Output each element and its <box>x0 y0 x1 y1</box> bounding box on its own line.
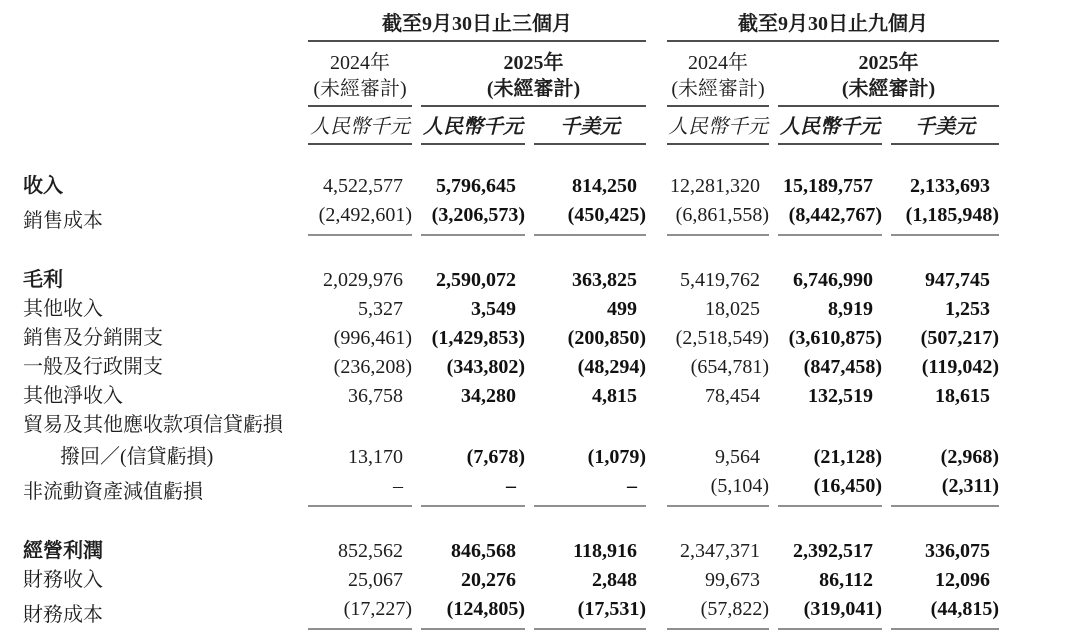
amount-cell: 2,347,371 <box>680 540 760 562</box>
unit-header-row <box>23 107 999 145</box>
year-label: 2024年 <box>688 52 748 74</box>
year-header-2025-3m <box>421 42 646 107</box>
amount-cell: (7,678) <box>466 446 525 468</box>
amount-cell: (654,781) <box>690 356 769 378</box>
label-spacer <box>23 12 299 42</box>
row-label: 其他淨收入 <box>23 385 123 407</box>
amount-cell: 6,746,990 <box>793 269 873 291</box>
amount-cell: 20,276 <box>461 569 516 591</box>
amount-cell: (450,425) <box>534 201 646 236</box>
amount-cell: 499 <box>607 298 637 320</box>
unit-header: 人民幣千元 <box>308 107 412 145</box>
amount-cell: 5,419,762 <box>680 269 760 291</box>
table-row-general-admin-expenses <box>23 353 999 382</box>
amount-cell: (319,041) <box>778 595 882 630</box>
amount-cell: 2,029,976 <box>323 269 403 291</box>
period-header-row <box>23 12 999 42</box>
amount-cell: (2,968) <box>940 446 999 468</box>
amount-cell: – <box>308 472 412 507</box>
table-row-impairment-noncurrent-assets <box>23 472 999 507</box>
unaudited-label: (未經審計) <box>313 78 407 100</box>
row-label: 收入 <box>23 175 63 197</box>
unaudited-label: (未經審計) <box>841 78 936 100</box>
amount-cell: 15,189,757 <box>783 175 873 197</box>
amount-cell: 12,096 <box>935 569 990 591</box>
amount-cell: (3,206,573) <box>421 201 525 236</box>
year-header-2025-9m <box>778 42 999 107</box>
amount-cell: 336,075 <box>925 540 990 562</box>
unit-header: 千美元 <box>534 107 646 145</box>
row-label: 非流動資產減值虧損 <box>23 481 203 503</box>
amount-cell: (1,429,853) <box>431 327 525 349</box>
amount-cell: 13,170 <box>348 446 403 468</box>
table-row-selling-distribution-expenses <box>23 324 999 353</box>
row-label: 銷售成本 <box>23 210 103 232</box>
row-label: 一般及行政開支 <box>23 356 163 378</box>
amount-cell: (200,850) <box>567 327 646 349</box>
amount-cell: 78,454 <box>705 385 760 407</box>
amount-cell: (48,294) <box>577 356 646 378</box>
table-row-gross-profit <box>23 236 999 295</box>
amount-cell: 12,281,320 <box>670 175 760 197</box>
table-row-credit-loss-label <box>23 411 999 440</box>
year-header-2024-9m <box>667 42 769 107</box>
year-header-2024-3m <box>308 42 412 107</box>
amount-cell: 4,522,577 <box>323 175 403 197</box>
amount-cell: 363,825 <box>572 269 637 291</box>
amount-cell: 8,919 <box>828 298 873 320</box>
amount-cell: (17,227) <box>308 595 412 630</box>
amount-cell: (996,461) <box>333 327 412 349</box>
amount-cell: 99,673 <box>705 569 760 591</box>
amount-cell: 3,549 <box>471 298 516 320</box>
amount-cell: (2,311) <box>891 472 999 507</box>
amount-cell: (343,802) <box>446 356 525 378</box>
unaudited-label: (未經審計) <box>486 78 581 100</box>
row-label: 銷售及分銷開支 <box>23 327 163 349</box>
year-label: 2025年 <box>858 52 919 74</box>
year-label: 2025年 <box>503 52 564 74</box>
amount-cell: 132,519 <box>808 385 873 407</box>
amount-cell: 36,758 <box>348 385 403 407</box>
amount-cell: 947,745 <box>925 269 990 291</box>
row-label: 財務收入 <box>23 569 103 591</box>
amount-cell: (2,518,549) <box>675 327 769 349</box>
amount-cell: – <box>421 472 525 507</box>
amount-cell: (1,185,948) <box>891 201 999 236</box>
row-label: 其他收入 <box>23 298 103 320</box>
table-row-credit-loss-reversal <box>23 440 999 472</box>
amount-cell: 2,133,693 <box>910 175 990 197</box>
year-label: 2024年 <box>330 52 390 74</box>
unit-header: 人民幣千元 <box>667 107 769 145</box>
amount-cell: 4,815 <box>592 385 637 407</box>
period-header-3m: 截至9月30日止三個月 <box>308 12 646 42</box>
amount-cell: 34,280 <box>461 385 516 407</box>
amount-cell: (124,805) <box>421 595 525 630</box>
period-header-9m: 截至9月30日止九個月 <box>667 12 999 42</box>
amount-cell: (3,610,875) <box>788 327 882 349</box>
unit-header: 千美元 <box>891 107 999 145</box>
amount-cell: 5,327 <box>358 298 403 320</box>
amount-cell: – <box>534 472 646 507</box>
row-label: 經營利潤 <box>23 540 103 562</box>
amount-cell: (44,815) <box>891 595 999 630</box>
amount-cell: (5,104) <box>667 472 769 507</box>
amount-cell: 2,590,072 <box>436 269 516 291</box>
amount-cell: 2,848 <box>592 569 637 591</box>
amount-cell: 2,392,517 <box>793 540 873 562</box>
amount-cell: 852,562 <box>338 540 403 562</box>
amount-cell: (507,217) <box>920 327 999 349</box>
unit-header: 人民幣千元 <box>421 107 525 145</box>
table-row-other-net-income <box>23 382 999 411</box>
year-header-row <box>23 42 999 107</box>
unaudited-label: (未經審計) <box>671 78 765 100</box>
amount-cell: (16,450) <box>778 472 882 507</box>
amount-cell: (236,208) <box>333 356 412 378</box>
amount-cell: 86,112 <box>819 569 873 591</box>
table-row-operating-profit <box>23 507 999 566</box>
unit-header: 人民幣千元 <box>778 107 882 145</box>
amount-cell: (6,861,558) <box>667 201 769 236</box>
row-label: 毛利 <box>23 269 63 291</box>
amount-cell: 846,568 <box>451 540 516 562</box>
amount-cell: 5,796,645 <box>436 175 516 197</box>
financial-table <box>14 12 1008 630</box>
amount-cell: (1,079) <box>587 446 646 468</box>
table-row-revenue <box>23 145 999 201</box>
row-label: 財務成本 <box>23 604 103 626</box>
amount-cell: 25,067 <box>348 569 403 591</box>
table-row-finance-income <box>23 566 999 595</box>
amount-cell: (8,442,767) <box>778 201 882 236</box>
table-row-other-income <box>23 295 999 324</box>
amount-cell: 9,564 <box>715 446 760 468</box>
amount-cell: (17,531) <box>534 595 646 630</box>
amount-cell: (21,128) <box>813 446 882 468</box>
table-row-cost-of-sales <box>23 201 999 236</box>
amount-cell: 118,916 <box>573 540 637 562</box>
amount-cell: 814,250 <box>572 175 637 197</box>
group-gap <box>655 12 658 42</box>
amount-cell: 1,253 <box>945 298 990 320</box>
amount-cell: (2,492,601) <box>308 201 412 236</box>
amount-cell: (57,822) <box>667 595 769 630</box>
row-label: 撥回／(信貸虧損) <box>60 446 214 468</box>
table-row-finance-costs <box>23 595 999 630</box>
row-label: 貿易及其他應收款項信貸虧損 <box>23 414 283 436</box>
amount-cell: (119,042) <box>921 356 999 378</box>
amount-cell: (847,458) <box>803 356 882 378</box>
amount-cell: 18,025 <box>705 298 760 320</box>
amount-cell: 18,615 <box>935 385 990 407</box>
